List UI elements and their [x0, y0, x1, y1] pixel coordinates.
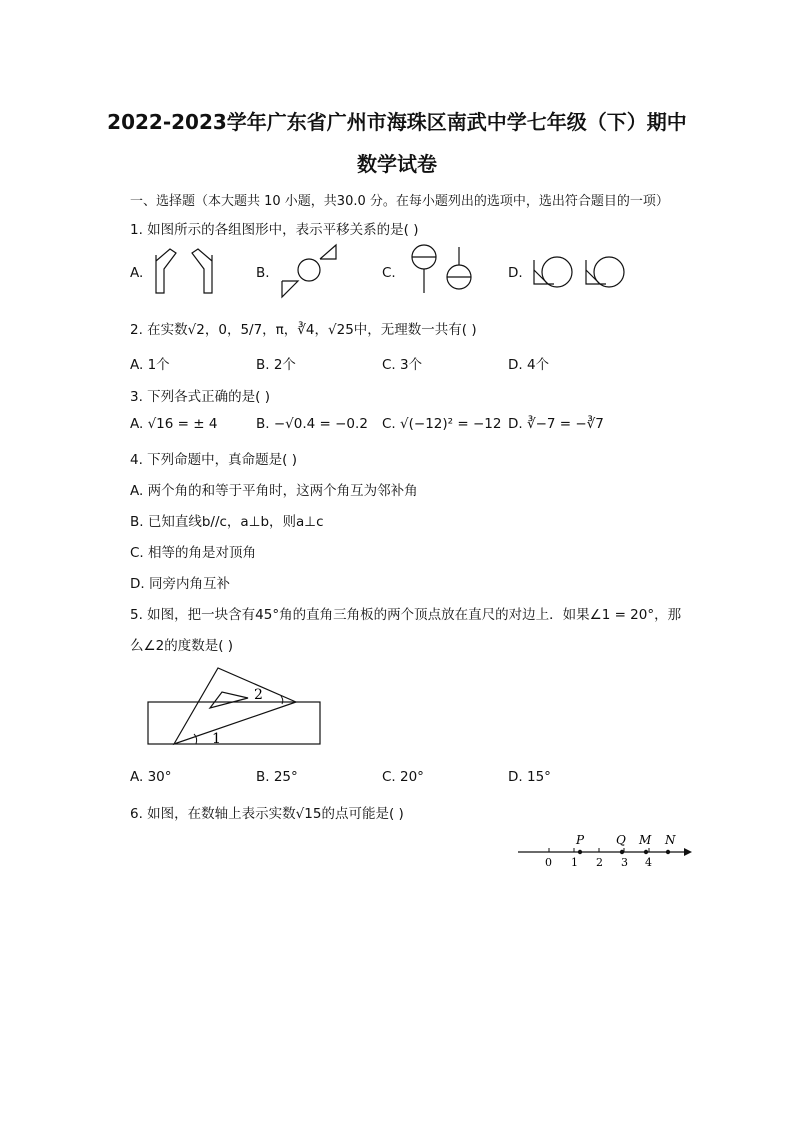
question-6-stem: 6. 如图，在数轴上表示实数√15的点可能是( ) [130, 806, 404, 822]
q2-option-d: D. 4个 [508, 357, 550, 373]
q5-option-a: A. 30° [130, 769, 172, 785]
arrow-icon [684, 848, 692, 856]
q4-option-b: B. 已知直线b//c，a⊥b，则a⊥c [130, 514, 324, 530]
q3-option-b: B. −√0.4 = −0.2 [256, 416, 368, 432]
q5-option-b: B. 25° [256, 769, 298, 785]
label-p: P [576, 833, 585, 847]
label-n: N [665, 833, 676, 847]
question-1-stem: 1. 如图所示的各组图形中，表示平移关系的是( ) [130, 222, 419, 238]
question-5-stem-line2: 么∠2的度数是( ) [130, 638, 234, 654]
exam-title-line1: 2022-2023学年广东省广州市海珠区南武中学七年级（下）期中 [107, 110, 687, 134]
question-3-stem: 3. 下列各式正确的是( ) [130, 389, 270, 405]
tick-label-1: 1 [571, 856, 578, 869]
q3-option-a: A. √16 = ± 4 [130, 416, 218, 432]
point-q [620, 850, 624, 854]
q4-option-d: D. 同旁内角互补 [130, 576, 230, 592]
point-p [578, 850, 582, 854]
section-heading: 一、选择题（本大题共 10 小题，共30.0 分。在每小题列出的选项中，选出符合题目的一项） [130, 194, 669, 209]
q3-option-c: C. √(−12)² = −12 [382, 416, 502, 432]
q1-option-b-label: B. [256, 265, 270, 281]
set-square-outer [174, 668, 296, 744]
tick-label-0: 0 [545, 856, 552, 869]
q5-option-c: C. 20° [382, 769, 424, 785]
exam-title-line2: 数学试卷 [357, 152, 437, 176]
q2-option-b: B. 2个 [256, 357, 296, 373]
q1-option-a-label: A. [130, 265, 144, 281]
tick-label-3: 3 [621, 856, 628, 869]
point-m [644, 850, 648, 854]
q1-option-d-label: D. [508, 265, 523, 281]
question-5-stem-line1: 5. 如图，把一块含有45°角的直角三角板的两个顶点放在直尺的对边上．如果∠1 = 20°，那 [130, 607, 682, 623]
angle-2-label: 2 [254, 687, 263, 703]
q4-option-c: C. 相等的角是对顶角 [130, 545, 257, 561]
point-n [666, 850, 670, 854]
set-square-inner [210, 692, 248, 708]
question-2-stem: 2. 在实数√2，0，5/7，π，∛4，√25中，无理数一共有( ) [130, 322, 477, 338]
q2-option-c: C. 3个 [382, 357, 423, 373]
q1-option-c-label: C. [382, 265, 396, 281]
angle-1-arc [194, 734, 197, 744]
q2-option-a: A. 1个 [130, 357, 170, 373]
q1-figure-c [404, 243, 484, 303]
q5-ruler-triangle-figure [146, 664, 326, 749]
tick-label-4: 4 [645, 856, 652, 869]
label-q: Q [616, 833, 626, 847]
q4-option-a: A. 两个角的和等于平角时，这两个角互为邻补角 [130, 483, 418, 499]
q1-figure-a [150, 245, 220, 295]
angle-2-arc [281, 696, 283, 704]
angle-1-label: 1 [212, 731, 221, 747]
q1-figure-d [530, 250, 640, 300]
tick-label-2: 2 [596, 856, 603, 869]
q5-option-d: D. 15° [508, 769, 551, 785]
question-4-stem: 4. 下列命题中，真命题是( ) [130, 452, 297, 468]
q6-number-line [516, 830, 696, 870]
q3-option-d: D. ∛−7 = −∛7 [508, 416, 604, 432]
q1-figure-b [278, 243, 348, 303]
label-m: M [639, 833, 652, 847]
